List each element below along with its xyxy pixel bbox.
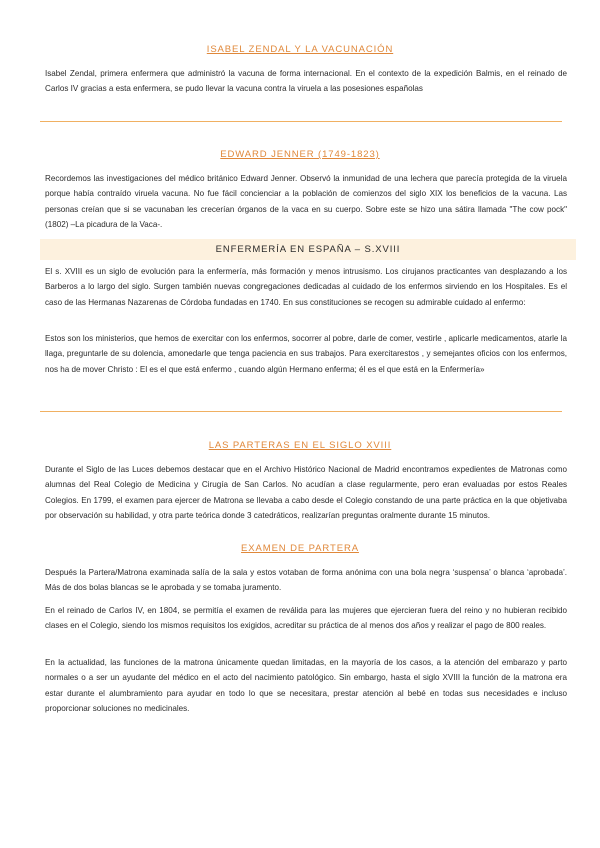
heading-parteras-siglo-xviii[interactable]: LAS PARTERAS EN EL SIGLO XVIII bbox=[208, 440, 392, 451]
paragraph-examen-3: En la actualidad, las funciones de la matrona únicamente quedan limitadas, en la mayoría de los casos, a la atención del embarazo y parto normales o a ser un ayudante del médico en el acto del nacimiento patológico. Sin embargo, hasta el siglo XVIII la función de la matrona era estar durante el alumbramiento para ayudar en todo lo que se necesitara, prestar atención al bebé en todas sus necesidades e incluso proporcionar soluciones no medicinales. bbox=[45, 658, 567, 714]
heading-edward-jenner[interactable]: EDWARD JENNER (1749-1823) bbox=[220, 149, 380, 160]
paragraph-examen-2: En el reinado de Carlos IV, en 1804, se permitía el examen de reválida para las mujeres que ejercieran fuera del reino y no hubieran recibido clases en el Colegio, siendo los mismos requisitos los exigidos, acreditar su práctica de al menos dos años y realizar el pago de 800 reales. bbox=[45, 606, 567, 631]
paragraph-parteras-1: Durante el Siglo de las Luces debemos destacar que en el Archivo Histórico Nacional de Madrid encontramos expedientes de Matronas como alumnas del Real Colegio de Medicina y Cirugía de San Carlos. No acudían a clase regularmente, pero eran evaluadas por estos Reales Colegios. En 1799, el examen para ejercer de Matrona se llevaba a cabo desde el Colegio constando de una parte práctica en la que objetivaba por observación su habilidad, y otra parte teórica donde 3 catedráticos, realizarían preguntas oralmente durante 15 minutos. bbox=[45, 465, 567, 521]
heading-enfermeria-espana: ENFERMERÍA EN ESPAÑA – S.XVIII bbox=[40, 239, 576, 260]
heading-examen-partera[interactable]: EXAMEN DE PARTERA bbox=[241, 543, 359, 554]
paragraph-espana-2: Estos son los ministerios, que hemos de exercitar con los enfermos, socorrer al pobre, darle de comer, vestirle , aplicarle medicamentos, atarle la llaga, preguntarle de su dolencia, amonedarle que tenga paciencia en sus trabajos. Para exercitarestos , y semejantes oficios con los enfermos, nos ha de mover Christo : El es el que está enfermo , cuando algún Hermano enferma; él es el que está en la Enfermería» bbox=[45, 334, 567, 374]
section-divider-1 bbox=[40, 121, 562, 122]
paragraph-examen-1: Después la Partera/Matrona examinada salía de la sala y estos votaban de forma anónima con una bola negra ‘suspensa’ o blanca ‘aprobada’. Más de dos bolas blancas se le aprobada y se tomaba juramento. bbox=[45, 568, 567, 593]
paragraph-espana-1: El s. XVIII es un siglo de evolución para la enfermería, más formación y menos intrusismo. Los cirujanos practicantes van desplazando a los Barberos a lo largo del siglo. Surgen también nuevas congregaciones dedicadas al cuidado de los enfermos sirviendo en los Hospitales. Es el caso de las Hermanas Nazarenas de Córdoba fundadas en 1740. En sus constituciones se recogen su admirable cuidado al enfermo: bbox=[45, 267, 567, 307]
paragraph-isabel-1: Isabel Zendal, primera enfermera que administró la vacuna de forma internacional. En el contexto de la expedición Balmis, en el reinado de Carlos IV gracias a esta enfermera, se pudo llevar la vacuna contra la viruela a las posesiones españolas bbox=[45, 69, 567, 94]
heading-isabel-zendal[interactable]: ISABEL ZENDAL Y LA VACUNACIÓN bbox=[206, 44, 394, 55]
section-divider-2 bbox=[40, 411, 562, 412]
paragraph-jenner-1: Recordemos las investigaciones del médico británico Edward Jenner. Observó la inmunidad de una lechera que parecía protegida de la viruela porque había contraído viruela vacuna. No fue fácil concienciar a la población de comienzos del siglo XIX los beneficios de la vacuna. Las personas creían que si se vacunaban les crecerían órganos de la vaca en su cuerpo. Sobre este se hizo una sátira llamada "The cow pock" (1802) –La picadura de la Vaca-. bbox=[45, 174, 567, 230]
